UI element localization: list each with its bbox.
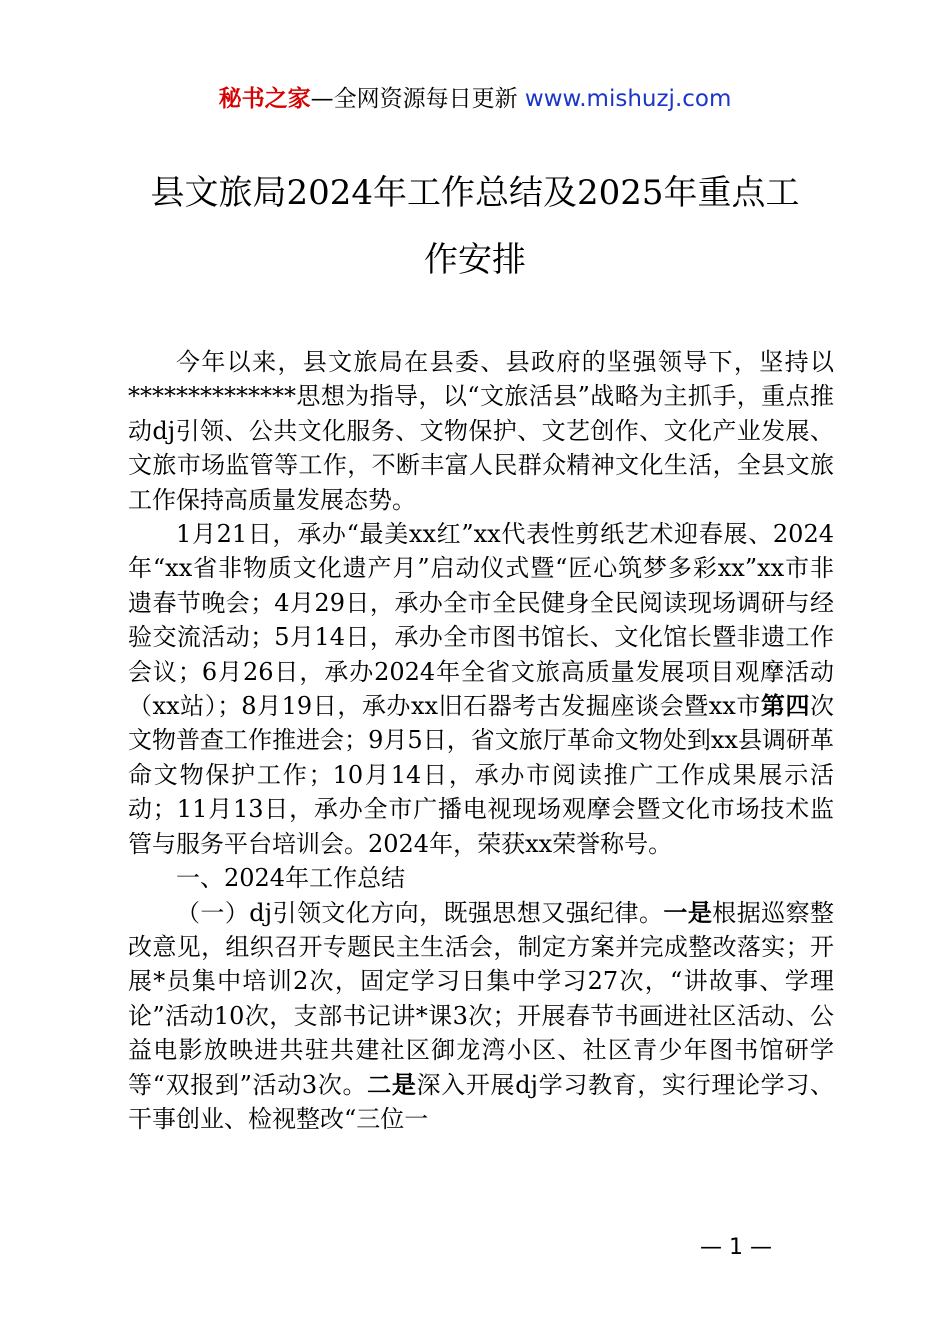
document-body (128, 345, 834, 1136)
intro-paragraph: 今年以来，县文旅局在县委、县政府的坚强领导下，坚持以**************思想为指导，以“文旅活县”战略为主抓手，重点推动dj引领、公共文化服务、文物保护、文艺创作、文化产业发展、文旅市场监管等工作，不断丰富人民群众精神文化生活，全县文旅工作保持高质量发展态势。 (128, 348, 834, 514)
point-two-text: 深入开展dj学习教育，实行理论学习、干事创业、检视整改“三位一 (128, 1070, 835, 1133)
site-url-link[interactable]: www.mishuzj.com (524, 86, 732, 112)
events-text-part1: 1月21日，承办“最美xx红”xx代表性剪纸艺术迎春展、2024年“xx省非物质文化遗产月”启动仪式暨“匠心筑梦多彩xx”xx市非遗春节晚会；4月29日，承办全市全民健身全民阅读现场调研与经验交流活动；5月14日，承办全市图书馆长、文化馆长暨非遗工作会议；6月26日，承办2024年全省文旅高质量发展项目观摩活动（xx站）；8月19日，承办xx旧石器考古发掘座谈会暨xx市 (128, 520, 834, 721)
brand-name: 秘书之家 (218, 86, 311, 112)
subsection-heading: （一）dj引领文化方向，既强思想又强纪律。 (176, 898, 664, 927)
page-number: — 1 — (700, 1235, 772, 1260)
header-tagline: —全网资源每日更新 (310, 86, 525, 112)
document-title-line2: 作安排 (424, 240, 526, 280)
events-bold-text: 第四 (760, 691, 810, 721)
point-one-label: 一是 (663, 897, 713, 927)
events-text-part2: 次文物普查工作推进会；9月5日，省文旅厅革命文物处到xx县调研革命文物保护工作；10月14日，承办市阅读推广工作成果展示活动；11月13日，承办全市广播电视现场观摩会暨文化市场技术监管与服务平台培训会。2024年，荣获xx荣誉称号。 (128, 692, 834, 858)
point-one-text: 根据巡察整改意见，组织召开专题民主生活会，制定方案并完成整改落实；开展*员集中培训2次，固定学习日集中学习27次，“讲故事、学理论”活动10次，支部书记讲*课3次；开展春节书画进社区活动、公益电影放映进共驻共建社区御龙湾小区、社区青少年图书馆研学等“双报到”活动3次。 (128, 898, 835, 1099)
subsection-paragraph-1 (128, 896, 834, 1137)
section-heading-1: 一、2024年工作总结 (176, 864, 406, 893)
document-title-line1: 县文旅局2024年工作总结及2025年重点工 (150, 173, 800, 213)
events-paragraph (128, 517, 834, 861)
site-header (0, 80, 950, 113)
point-two-label: 二是 (367, 1069, 417, 1099)
